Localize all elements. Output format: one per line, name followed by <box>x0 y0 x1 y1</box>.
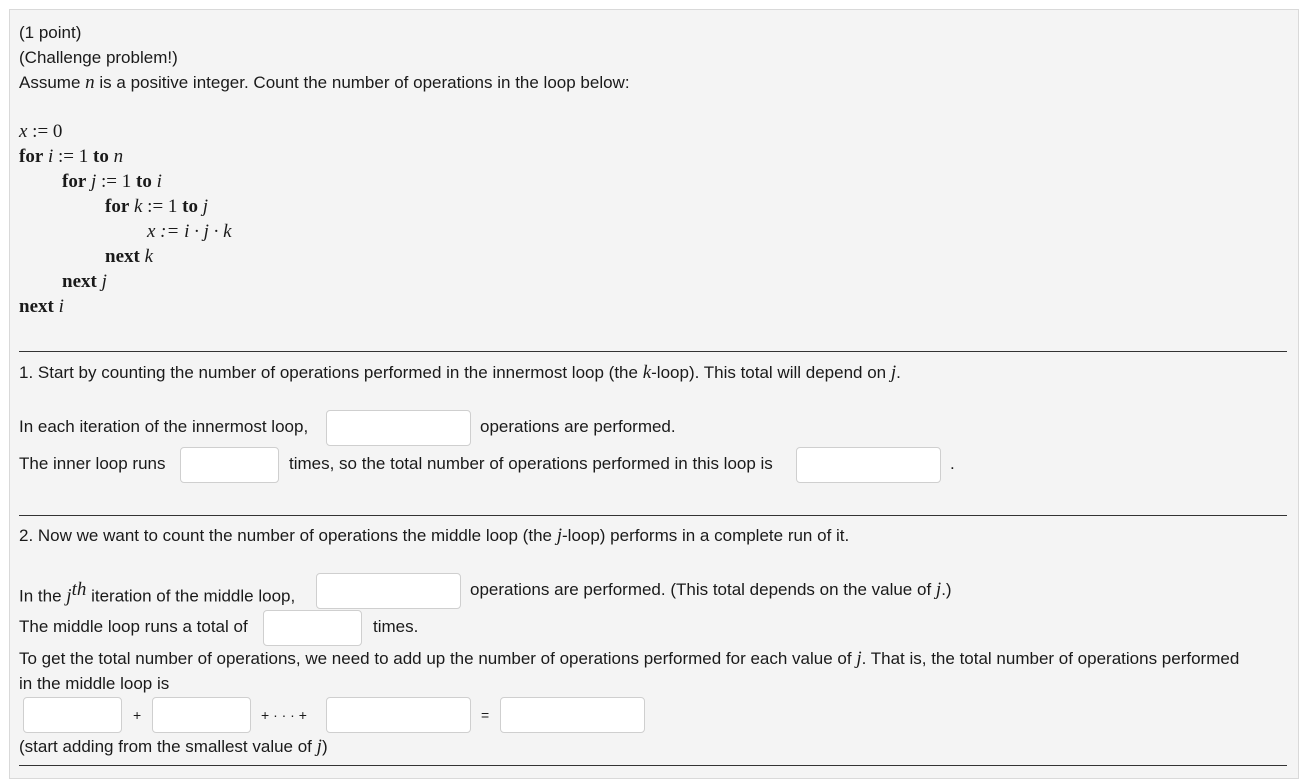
code-var: i <box>58 296 64 317</box>
code-text: := 1 <box>58 146 89 167</box>
equals-sign: = <box>481 707 490 723</box>
part1-row1-label: In each iteration of the innermost loop, <box>19 417 309 436</box>
intro-text <box>19 72 630 94</box>
section-divider <box>19 515 1287 516</box>
middle-loop-runs-input[interactable] <box>263 610 362 646</box>
code-keyword: to <box>182 196 198 217</box>
code-var: k <box>144 246 153 267</box>
code-var: i <box>156 171 162 192</box>
part1-heading-var: k <box>642 362 652 383</box>
code-keyword: next <box>19 296 54 317</box>
part2-row1-after-text <box>470 579 952 601</box>
part2-para-suffix: . That is, the total number of operations performed <box>861 649 1240 668</box>
challenge-label: (Challenge problem!) <box>19 48 178 67</box>
ellipsis-plus: + · · · + <box>261 707 307 723</box>
code-text: := 1 <box>147 196 178 217</box>
code-line-8 <box>19 296 64 318</box>
code-line-1 <box>19 121 62 143</box>
points-label: (1 point) <box>19 23 82 42</box>
part2-heading-suffix: -loop) performs in a complete run of it. <box>562 526 850 545</box>
part1-heading-mid: -loop). This total will depend on <box>651 363 887 382</box>
code-var: n <box>113 146 124 167</box>
part1-row1-after: operations are performed. <box>480 417 676 436</box>
code-line-4 <box>105 196 208 218</box>
sum-last-term-input[interactable] <box>326 697 471 733</box>
code-keyword: next <box>105 246 140 267</box>
plus-sign: + <box>133 707 142 723</box>
code-text: := 1 <box>101 171 132 192</box>
part2-para-var: j <box>856 648 862 669</box>
code-line-5 <box>147 221 232 243</box>
code-keyword: for <box>19 146 44 167</box>
part2-note-var: j <box>316 736 322 757</box>
part1-row2-end: . <box>950 454 955 473</box>
part2-heading-prefix: 2. Now we want to count the number of operations the middle loop (the <box>19 526 552 545</box>
part2-note-suffix: ) <box>321 737 328 756</box>
section-divider <box>19 351 1287 352</box>
code-line-6 <box>105 246 153 268</box>
intro-suffix: is a positive integer. Count the number of operations in the loop below: <box>99 73 630 92</box>
part2-paragraph-line1 <box>19 648 1239 670</box>
sum-total-input[interactable] <box>500 697 645 733</box>
ops-per-iteration-input[interactable] <box>326 410 471 446</box>
middle-iteration-ops-input[interactable] <box>316 573 461 609</box>
intro-prefix: Assume <box>19 73 81 92</box>
code-var: j <box>101 271 107 292</box>
code-var: k <box>134 196 143 217</box>
part2-row1-sup: th <box>71 579 87 600</box>
code-var: j <box>91 171 97 192</box>
inner-loop-runs-input[interactable] <box>180 447 279 483</box>
part2-row1-prefix: In the <box>19 586 62 606</box>
part2-paragraph-line2: in the middle loop is <box>19 674 170 693</box>
code-var: x <box>19 121 28 142</box>
code-expression: x := i · j · k <box>147 221 232 242</box>
code-line-7 <box>62 271 107 293</box>
part1-row2-label: The inner loop runs <box>19 454 166 473</box>
intro-var: n <box>85 72 95 93</box>
code-keyword: next <box>62 271 97 292</box>
inner-loop-total-input[interactable] <box>796 447 941 483</box>
part2-row1-var: j <box>66 585 72 607</box>
part2-row1-var2: j <box>935 579 942 600</box>
code-keyword: for <box>105 196 130 217</box>
part2-note-prefix: (start adding from the smallest value of <box>19 737 312 756</box>
sum-term-1-input[interactable] <box>23 697 122 733</box>
part1-heading-prefix: 1. Start by counting the number of operations performed in the innermost loop (the <box>19 363 638 382</box>
part2-row2-label: The middle loop runs a total of <box>19 617 248 636</box>
code-keyword: for <box>62 171 87 192</box>
part2-note <box>19 736 328 758</box>
code-line-2 <box>19 146 123 168</box>
part2-heading <box>19 525 849 547</box>
part2-row1-after: operations are performed. (This total depends on the value of <box>470 580 932 599</box>
code-keyword: to <box>136 171 152 192</box>
part2-row1-end: .) <box>941 580 952 599</box>
part2-row2-after: times. <box>373 617 419 636</box>
code-var: j <box>202 196 208 217</box>
sum-term-2-input[interactable] <box>152 697 251 733</box>
part2-para-prefix: To get the total number of operations, we need to add up the number of operations performed for each value of <box>19 649 852 668</box>
part1-row2-mid: times, so the total number of operations performed in this loop is <box>289 454 773 473</box>
section-divider <box>19 765 1287 766</box>
part2-heading-var: j <box>556 525 562 546</box>
problem-panel <box>9 9 1299 779</box>
code-text: := 0 <box>32 121 63 142</box>
part2-row1-label: iteration of the middle loop, <box>91 586 296 606</box>
part1-heading-end: . <box>896 363 901 382</box>
part1-heading <box>19 362 901 384</box>
part2-row1-text <box>19 579 295 608</box>
code-line-3 <box>62 171 162 193</box>
code-var: i <box>48 146 54 167</box>
code-keyword: to <box>93 146 109 167</box>
part1-heading-var2: j <box>890 362 897 383</box>
